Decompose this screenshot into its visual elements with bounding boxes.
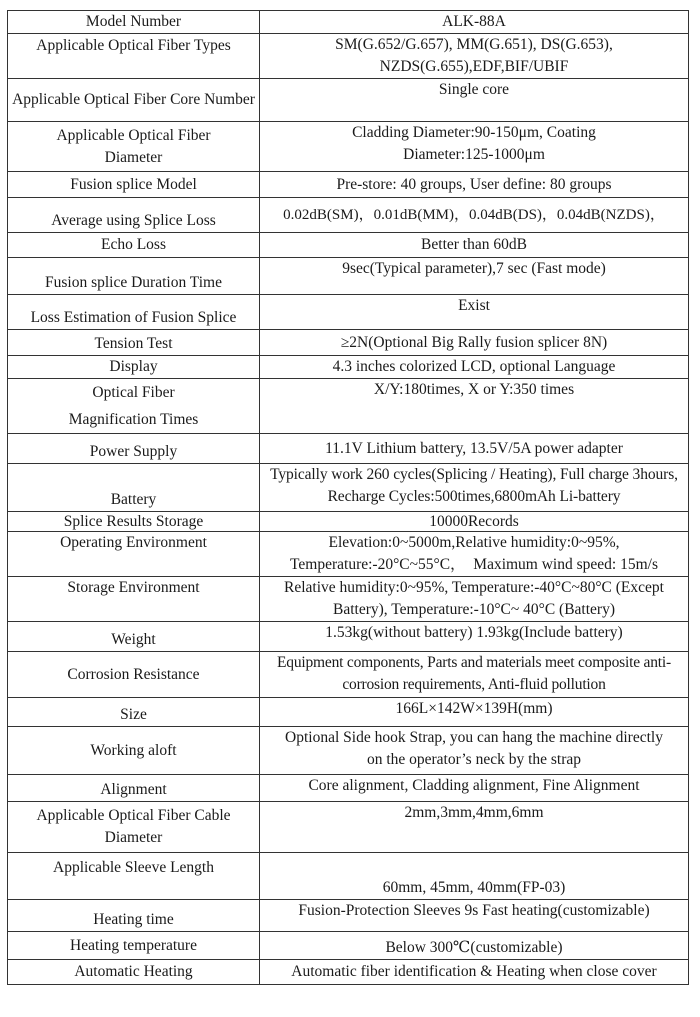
- spec-label: Storage Environment: [8, 577, 260, 622]
- table-row: [8, 900, 689, 932]
- specifications-table: [7, 10, 689, 985]
- spec-value: 0.02dB(SM)，0.01dB(MM)，0.04dB(DS)，0.04dB(NZDS)，: [260, 198, 689, 233]
- spec-label: Splice Results Storage: [8, 512, 260, 532]
- spec-label: [8, 122, 260, 172]
- spec-value: 2mm,3mm,4mm,6mm: [260, 802, 689, 853]
- spec-value: [260, 532, 689, 577]
- table-row: [8, 11, 689, 34]
- spec-value: ≥2N(Optional Big Rally fusion splicer 8N): [260, 330, 689, 356]
- spec-value: 10000Records: [260, 512, 689, 532]
- spec-value-text: Optional Side hook Strap, you can hang the machine directly on the operator’s neck by the strap: [285, 729, 663, 768]
- spec-label: Display: [8, 356, 260, 379]
- spec-value: [260, 727, 689, 775]
- table-row: [8, 577, 689, 622]
- spec-label-text: Optical Fiber Magnification Times: [68, 384, 199, 428]
- spec-label: Heating time: [8, 900, 260, 932]
- table-row: [8, 802, 689, 853]
- spec-value: Core alignment, Cladding alignment, Fine Alignment: [260, 775, 689, 802]
- spec-value: [260, 122, 689, 172]
- table-row: [8, 532, 689, 577]
- spec-value-text: SM(G.652/G.657), MM(G.651), DS(G.653), NZDS(G.655),EDF,BIF/UBIF: [335, 36, 613, 75]
- spec-value: Exist: [260, 295, 689, 330]
- table-row: [8, 379, 689, 434]
- spec-label: Fusion splice Model: [8, 172, 260, 198]
- spec-value: 166L×142W×139H(mm): [260, 698, 689, 727]
- table-row: [8, 356, 689, 379]
- table-row: [8, 233, 689, 258]
- spec-label: Applicable Sleeve Length: [8, 853, 260, 900]
- table-row: [8, 122, 689, 172]
- spec-label: Fusion splice Duration Time: [8, 258, 260, 295]
- spec-label: [8, 379, 260, 434]
- spec-value: [260, 464, 689, 512]
- table-row: [8, 622, 689, 652]
- table-row: [8, 172, 689, 198]
- spec-label: Battery: [8, 464, 260, 512]
- spec-label: Loss Estimation of Fusion Splice: [8, 295, 260, 330]
- spec-value: 60mm, 45mm, 40mm(FP-03): [260, 853, 689, 900]
- table-row: [8, 79, 689, 122]
- spec-value: [260, 34, 689, 79]
- spec-value: 11.1V Lithium battery, 13.5V/5A power adapter: [260, 434, 689, 464]
- table-row: [8, 853, 689, 900]
- table-row: [8, 258, 689, 295]
- spec-label-text: Applicable Optical Fiber Diameter: [56, 126, 211, 166]
- spec-value: 9sec(Typical parameter),7 sec (Fast mode): [260, 258, 689, 295]
- spec-label: Automatic Heating: [8, 960, 260, 985]
- spec-value: Better than 60dB: [260, 233, 689, 258]
- spec-value: ALK-88A: [260, 11, 689, 34]
- spec-label: Applicable Optical Fiber Core Number: [8, 79, 260, 122]
- table-row: [8, 295, 689, 330]
- spec-value-text: Typically work 260 cycles(Splicing / Heating), Full charge 3hours, Recharge Cycles:500times,6800mAh Li-battery: [270, 466, 678, 505]
- spec-label: Echo Loss: [8, 233, 260, 258]
- spec-value: Below 300℃(customizable): [260, 932, 689, 960]
- table-row: [8, 198, 689, 233]
- spec-label: Size: [8, 698, 260, 727]
- spec-value: Automatic fiber identification & Heating when close cover: [260, 960, 689, 985]
- spec-label: Heating temperature: [8, 932, 260, 960]
- spec-value-text: Cladding Diameter:90-150μm, Coating Diameter:125-1000μm: [352, 124, 596, 163]
- spec-label: Average using Splice Loss: [8, 198, 260, 233]
- spec-label: Alignment: [8, 775, 260, 802]
- spec-label: [8, 802, 260, 853]
- spec-label: Corrosion Resistance: [8, 652, 260, 698]
- spec-value: Single core: [260, 79, 689, 122]
- spec-label: Working aloft: [8, 727, 260, 775]
- spec-label: Power Supply: [8, 434, 260, 464]
- spec-label: Tension Test: [8, 330, 260, 356]
- spec-label: Applicable Optical Fiber Types: [8, 34, 260, 79]
- spec-value: [260, 652, 689, 698]
- spec-value-text: Relative humidity:0~95%, Temperature:-40°C~80°C (Except Battery), Temperature:-10°C~ 40°C (Battery): [284, 579, 664, 618]
- spec-value: Fusion-Protection Sleeves 9s Fast heating(customizable): [260, 900, 689, 932]
- table-row: [8, 34, 689, 79]
- spec-value-text: Elevation:0~5000m,Relative humidity:0~95%, Temperature:-20°C~55°C， Maximum wind speed: 15m/s: [290, 534, 658, 573]
- table-row: [8, 434, 689, 464]
- spec-label: Weight: [8, 622, 260, 652]
- spec-value: X/Y:180times, X or Y:350 times: [260, 379, 689, 434]
- spec-value: Pre-store: 40 groups, User define: 80 groups: [260, 172, 689, 198]
- spec-value: 4.3 inches colorized LCD, optional Language: [260, 356, 689, 379]
- table-row: [8, 727, 689, 775]
- table-row: [8, 464, 689, 512]
- table-row: [8, 330, 689, 356]
- table-row: [8, 775, 689, 802]
- table-row: [8, 932, 689, 960]
- spec-value: [260, 577, 689, 622]
- spec-label-text: Applicable Optical Fiber Cable Diameter: [36, 807, 231, 846]
- table-row: [8, 512, 689, 532]
- table-row: [8, 960, 689, 985]
- spec-value: 1.53kg(without battery) 1.93kg(Include battery): [260, 622, 689, 652]
- spec-label: Model Number: [8, 11, 260, 34]
- spec-label: Operating Environment: [8, 532, 260, 577]
- table-row: [8, 652, 689, 698]
- spec-value-text: Equipment components, Parts and materials meet composite anti-corrosion requirements, Anti-fluid pollution: [277, 654, 671, 693]
- table-row: [8, 698, 689, 727]
